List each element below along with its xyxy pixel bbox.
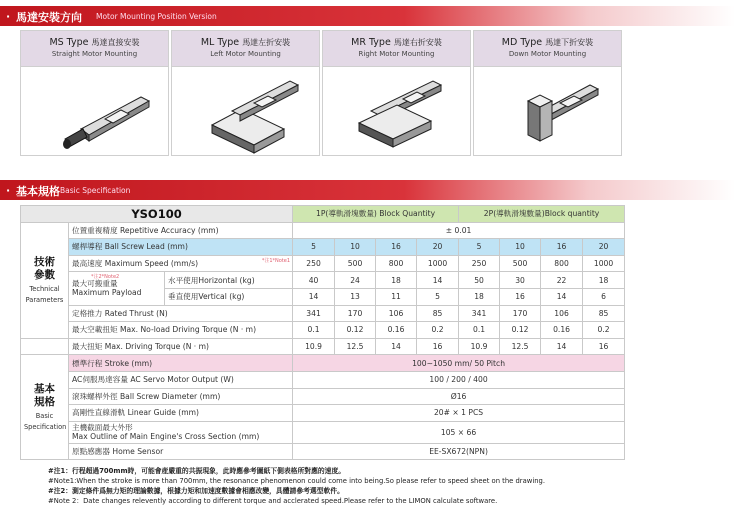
row-label: 螺桿導程 Ball Screw Lead (mm) (69, 239, 293, 256)
driving-cell: 16 (583, 338, 625, 355)
row-label: 垂直使用Vertical (kg) (165, 288, 293, 305)
noload-cell: 0.2 (417, 322, 459, 339)
driving-cell: 16 (417, 338, 459, 355)
thrust-cell: 170 (335, 305, 376, 322)
repeat-value: ± 0.01 (293, 222, 625, 239)
table-row-servo (21, 371, 625, 388)
row-label: 水平使用Horizontal (kg) (165, 272, 293, 289)
actuator-mr-image (323, 67, 470, 155)
group-zh-1: 基本 (34, 383, 55, 396)
payload-label-en: Maximum Payload (72, 288, 142, 298)
actuator-ml-image (172, 67, 319, 155)
servo-value: 100 / 200 / 400 (293, 371, 625, 388)
payload-v-cell: 14 (293, 288, 335, 305)
thrust-cell: 170 (500, 305, 541, 322)
payload-v-cell: 11 (376, 288, 417, 305)
row-label: 位置重複精度 Repetitive Accuracy (mm) (69, 222, 293, 239)
payload-label-zh: 最大可搬重量 (72, 279, 118, 289)
payload-h-cell: 18 (583, 272, 625, 289)
driving-cell: 10.9 (459, 338, 500, 355)
speed-cell: 250 (459, 255, 500, 272)
mount-type-en: Left Motor Mounting (210, 50, 281, 58)
table-header-row (21, 206, 625, 223)
speed-cell: 1000 (583, 255, 625, 272)
table-row-outline (21, 421, 625, 443)
noload-cell: 0.1 (459, 322, 500, 339)
thrust-cell: 106 (541, 305, 583, 322)
outline-label-cell (69, 421, 293, 443)
driving-cell: 14 (376, 338, 417, 355)
guide-value: 20# × 1 PCS (293, 405, 625, 422)
row-label: 最大空載扭矩 Max. No-load Driving Torque (N · m) (69, 322, 293, 339)
outline-label-zh: 主機截面最大外形 (72, 423, 133, 433)
group-en-2: Specification (24, 423, 67, 432)
table-row-stroke (21, 355, 625, 372)
row-label: 定格推力 Rated Thrust (N) (69, 305, 293, 322)
row-label: 最高速度 Maximum Speed (mm/s) (72, 259, 199, 269)
section-title-spec: 基本規格 (16, 185, 60, 198)
row-label: 原點感應器 Home Sensor (69, 443, 293, 460)
mount-type-en: Right Motor Mounting (358, 50, 435, 58)
row-label: 滾珠螺桿外徑 Ball Screw Diameter (mm) (69, 388, 293, 405)
actuator-ms-image (21, 67, 168, 155)
noload-cell: 0.12 (500, 322, 541, 339)
thrust-cell: 106 (376, 305, 417, 322)
payload-label-cell (69, 272, 165, 305)
mount-option-ml (171, 30, 320, 156)
group-en-2: Parameters (25, 296, 64, 305)
note2-marker: *注2*Note2 (91, 274, 120, 281)
note1-zh: #注1：行程超過700mm時，可能會産嚴重的共振現象，此時應參考圖紙下側表格所對應的速度。 (48, 467, 346, 475)
payload-h-cell: 24 (335, 272, 376, 289)
table-row-payload-horizontal (21, 272, 625, 289)
mount-type-en: Straight Motor Mounting (51, 50, 138, 58)
note2-zh: #注2：測定條件爲無力矩的理論數據，根據力矩和加速度數據會相應改變，具體請參考選型軟件。 (48, 487, 344, 495)
thrust-cell: 85 (417, 305, 459, 322)
mount-option-header (172, 31, 319, 67)
block-1p-header: 1P(導軌滑塊數量) Block Quantity (293, 206, 459, 223)
speed-cell: 1000 (417, 255, 459, 272)
group-technical (21, 222, 69, 338)
payload-h-cell: 30 (500, 272, 541, 289)
row-label: 標準行程 Stroke (mm) (69, 355, 293, 372)
row-label-cell (69, 255, 293, 272)
row-label: 高剛性直線滑軌 Linear Guide (mm) (69, 405, 293, 422)
mount-option-ms (20, 30, 169, 156)
payload-v-cell: 6 (583, 288, 625, 305)
table-row-sensor (21, 443, 625, 460)
diameter-value: Ø16 (293, 388, 625, 405)
lead-cell: 16 (541, 239, 583, 256)
noload-cell: 0.1 (293, 322, 335, 339)
row-label: 最大扭矩 Max. Driving Torque (N · m) (69, 338, 293, 355)
banner-bullet: · (6, 184, 11, 197)
payload-h-cell: 50 (459, 272, 500, 289)
lead-cell: 16 (376, 239, 417, 256)
note1-marker: *注1*Note1 (261, 257, 291, 264)
section-title-mounting: 馬達安裝方向 (16, 11, 82, 24)
payload-h-cell: 22 (541, 272, 583, 289)
outline-label-en: Max Outline of Main Engine's Cross Section (mm) (72, 432, 260, 442)
speed-cell: 500 (335, 255, 376, 272)
speed-cell: 500 (500, 255, 541, 272)
mount-type-en: Down Motor Mounting (508, 50, 587, 58)
thrust-cell: 85 (583, 305, 625, 322)
table-row-repeat (21, 222, 625, 239)
outline-value: 105 × 66 (293, 421, 625, 443)
note1-en: #Note1:When the stroke is more than 700mm, the resonance phenomenon could come into being.So please refer to speed sheet on the drawing. (48, 477, 546, 485)
section-subtitle-mounting: Motor Mounting Position Version (96, 12, 217, 21)
sensor-value: EE-SX672(NPN) (293, 443, 625, 460)
mount-option-header (21, 31, 168, 67)
payload-v-cell: 13 (335, 288, 376, 305)
driving-cell: 12.5 (335, 338, 376, 355)
group-zh-2: 規格 (34, 396, 55, 409)
thrust-cell: 341 (293, 305, 335, 322)
table-row-speed (21, 255, 625, 272)
table-row-guide (21, 405, 625, 422)
noload-cell: 0.12 (335, 322, 376, 339)
block-2p-header: 2P(導軌滑塊數量)Block quantity (459, 206, 625, 223)
speed-cell: 800 (541, 255, 583, 272)
model-name: YSO100 (21, 206, 293, 223)
table-row-noload (21, 322, 625, 339)
lead-cell: 5 (459, 239, 500, 256)
lead-cell: 20 (583, 239, 625, 256)
mount-option-header (323, 31, 470, 67)
driving-cell: 10.9 (293, 338, 335, 355)
mount-type-zh: 馬達左折安裝 (242, 38, 291, 47)
group-zh-2: 參數 (34, 269, 55, 282)
speed-cell: 800 (376, 255, 417, 272)
table-row-lead (21, 239, 625, 256)
table-row-driving (21, 338, 625, 355)
noload-cell: 0.2 (583, 322, 625, 339)
payload-h-cell: 14 (417, 272, 459, 289)
mount-type: ML Type (200, 37, 240, 48)
section-subtitle-spec: Basic Specification (60, 186, 131, 195)
banner-bullet: · (6, 10, 11, 23)
stroke-value: 100~1050 mm/ 50 Pitch (293, 355, 625, 372)
payload-v-cell: 18 (459, 288, 500, 305)
mount-type: MD Type (501, 37, 543, 48)
table-row-thrust (21, 305, 625, 322)
group-en-1: Technical (29, 285, 60, 294)
mount-type: MR Type (351, 37, 391, 48)
section-banner-mounting (0, 6, 735, 26)
thrust-cell: 341 (459, 305, 500, 322)
row-label: AC伺服馬達容量 AC Servo Motor Output (W) (69, 371, 293, 388)
noload-cell: 0.16 (376, 322, 417, 339)
payload-v-cell: 14 (541, 288, 583, 305)
driving-cell: 14 (541, 338, 583, 355)
noload-cell: 0.16 (541, 322, 583, 339)
speed-cell: 250 (293, 255, 335, 272)
footnotes (48, 466, 545, 506)
lead-cell: 10 (500, 239, 541, 256)
payload-v-cell: 5 (417, 288, 459, 305)
mount-type: MS Type (49, 37, 89, 48)
mounting-options (20, 30, 624, 156)
payload-h-cell: 40 (293, 272, 335, 289)
spec-table (20, 205, 625, 460)
table-row-diameter (21, 388, 625, 405)
empty-cell (21, 338, 69, 355)
mount-type-zh: 馬達右折安裝 (393, 38, 442, 47)
section-banner-spec (0, 180, 735, 200)
group-en-1: Basic (35, 412, 54, 421)
mount-type-zh: 馬達下折安裝 (545, 38, 594, 47)
group-basic (21, 355, 69, 460)
mount-option-header (474, 31, 621, 67)
payload-v-cell: 16 (500, 288, 541, 305)
note2-en: #Note 2：Date changes relevently according to different torque and acclerated speed.Please refer to the LIMON calculate software. (48, 497, 498, 505)
payload-h-cell: 18 (376, 272, 417, 289)
mount-option-mr (322, 30, 471, 156)
mount-type-zh: 馬達直接安裝 (91, 38, 140, 47)
lead-cell: 10 (335, 239, 376, 256)
group-zh-1: 技術 (34, 256, 55, 269)
actuator-md-image (474, 67, 621, 155)
lead-cell: 5 (293, 239, 335, 256)
driving-cell: 12.5 (500, 338, 541, 355)
mount-option-md (473, 30, 622, 156)
lead-cell: 20 (417, 239, 459, 256)
